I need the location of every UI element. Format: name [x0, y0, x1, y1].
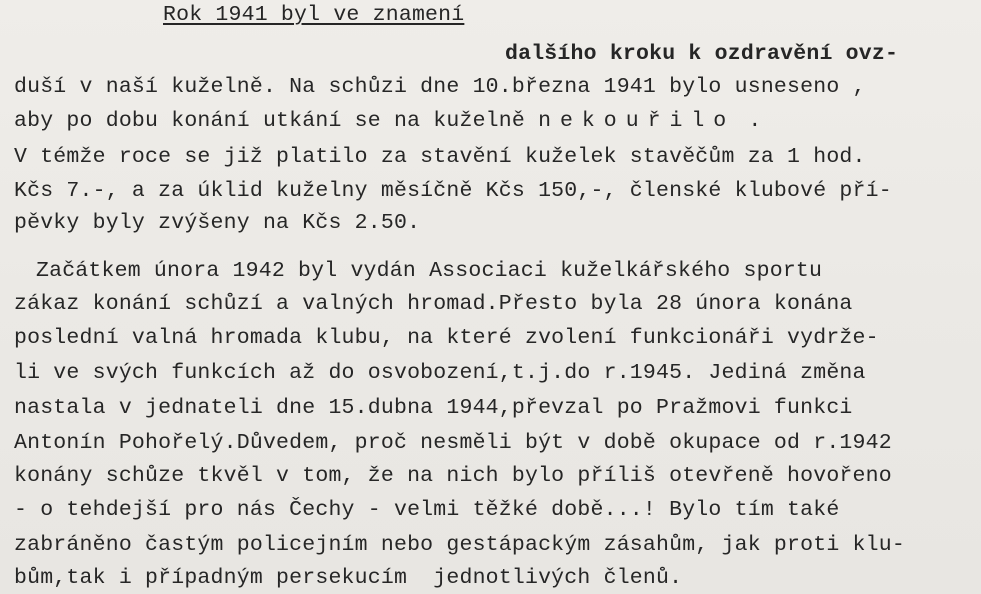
p2-line-7: konány schůze tkvěl v tom, že na nich bylo příliš otevřeně hovořeno — [14, 464, 892, 488]
p1-line-3 — [14, 108, 761, 134]
p1-line-3-emphasis: nekouřilo — [538, 109, 736, 133]
p1-line-4: V témže roce se již platilo za stavění kuželek stavěčům za 1 hod. — [14, 145, 866, 169]
p1-line-2: duší v naší kuželně. Na schůzi dne 10.března 1941 bylo usneseno , — [14, 75, 866, 99]
heading: Rok 1941 byl ve znamení — [163, 3, 465, 27]
p2-line-6: Antonín Pohořelý.Důvedem, proč nesměli být v době okupace od r.1942 — [14, 431, 892, 455]
p1-line-3-start: aby po dobu konání utkání se na kuželně — [14, 109, 539, 133]
p2-line-1: Začátkem února 1942 byl vydán Associaci kuželkářského sportu — [36, 259, 823, 283]
p2-line-3: poslední valná hromada klubu, na které zvolení funkcionáři vydrže- — [14, 326, 879, 350]
p1-line-5: Kčs 7.-, a za úklid kuželny měsíčně Kčs 150,-, členské klubové pří- — [14, 179, 892, 203]
p2-line-2: zákaz konání schůzí a valných hromad.Přesto byla 28 února konána — [14, 292, 853, 316]
p2-line-9: zabráněno častým policejním nebo gestápackým zásahům, jak proti klu- — [14, 533, 905, 557]
p2-line-4: li ve svých funkcích až do osvobození,t.j.do r.1945. Jediná změna — [14, 361, 866, 385]
p1-line-3-end: . — [735, 109, 762, 133]
p2-line-10: bům,tak i případným persekucím jednotlivých členů. — [14, 566, 683, 590]
p1-line-1: dalšího kroku k ozdravění ovz- — [505, 42, 899, 66]
p2-line-8: - o tehdejší pro nás Čechy - velmi těžké době...! Bylo tím také — [14, 498, 840, 522]
p1-line-6: pěvky byly zvýšeny na Kčs 2.50. — [14, 211, 421, 235]
p2-line-5: nastala v jednateli dne 15.dubna 1944,převzal po Pražmovi funkci — [14, 396, 853, 420]
